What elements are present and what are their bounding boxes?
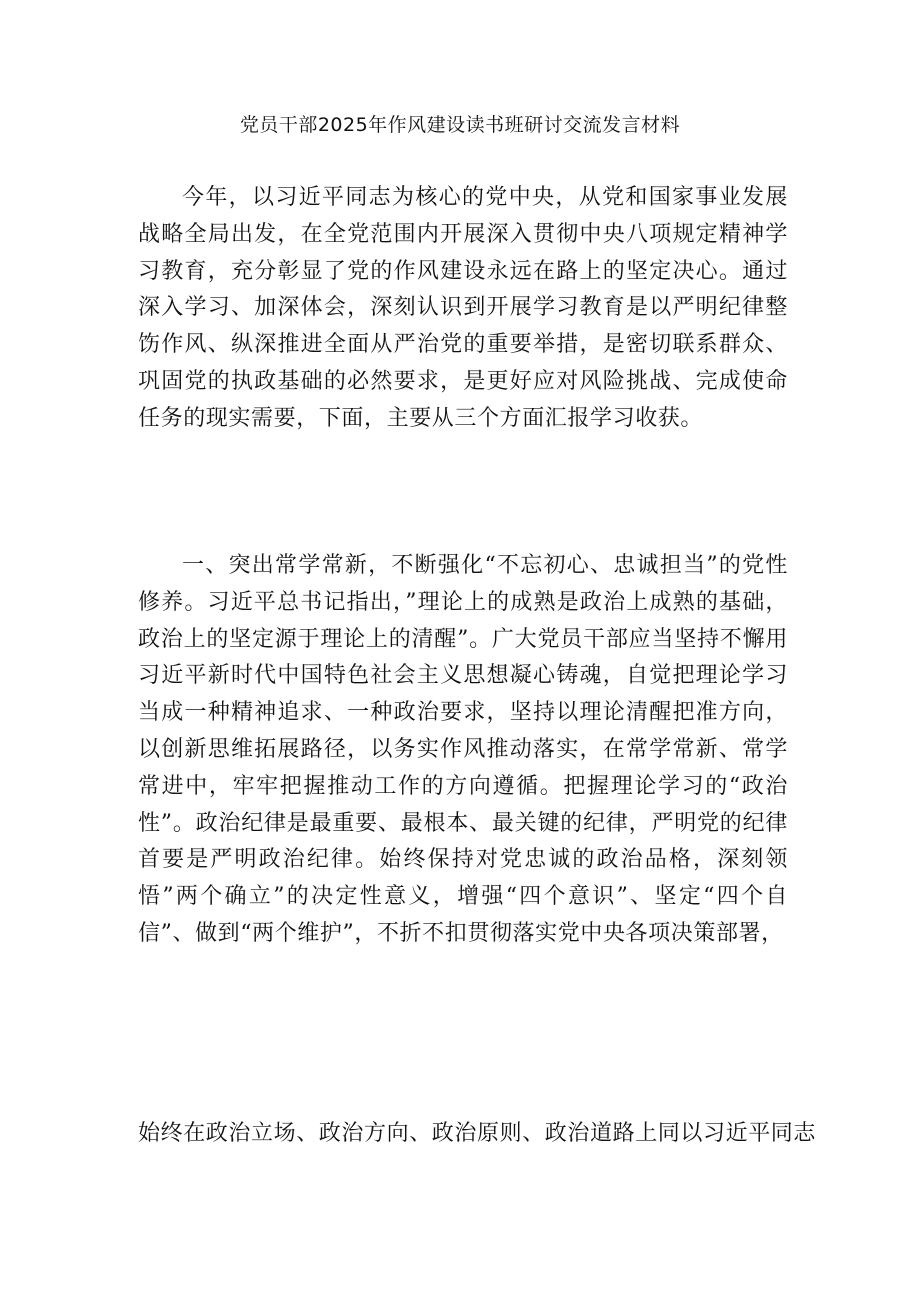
paragraph-continuation: 始终在政治立场、政治方向、政治原则、政治道路上同以习近平同志 xyxy=(138,1121,817,1146)
paragraph-section-one: 一、突出常学常新，不断强化“不忘初心、忠诚担当”的党性修养。习近平总书记指出，”理论上的成熟是政治上成熟的基础，政治上的坚定源于理论上的清醒”。广大党员干部应当坚持不懈用习近平新时代中国特色社会主义思想凝心铸魂，自觉把理论学习当成一种精神追求、一种政治要求，坚持以理论清醒把准方向，以创新思维拓展路径，以务实作风推动落实，在常学常新、常学常进中，牢牢把握推动工作的方向遵循。把握理论学习的“政治性”。政治纪律是最重要、最根本、最关键的纪律，严明党的纪律首要是严明政治纪律。始终保持对党忠诚的政治品格，深刻领悟”两个确立”的决定性意义，增强“四个意识”、坚定“四个自信”、做到“两个维护”，不折不扣贯彻落实党中央各项决策部署， xyxy=(138,553,788,946)
paragraph-intro: 今年，以习近平同志为核心的党中央，从党和国家事业发展战略全局出发，在全党范围内开展深入贯彻中央八项规定精神学习教育，充分彰显了党的作风建设永远在路上的坚定决心。通过深入学习、加深体会，深刻认识到开展学习教育是以严明纪律整饬作风、纵深推进全面从严治党的重要举措，是密切联系群众、巩固党的执政基础的必然要求，是更好应对风险挑战、完成使命任务的现实需要，下面，主要从三个方面汇报学习收获。 xyxy=(138,185,788,431)
document-title: 党员干部2025年作风建设读书班研讨交流发言材料 xyxy=(239,114,681,136)
